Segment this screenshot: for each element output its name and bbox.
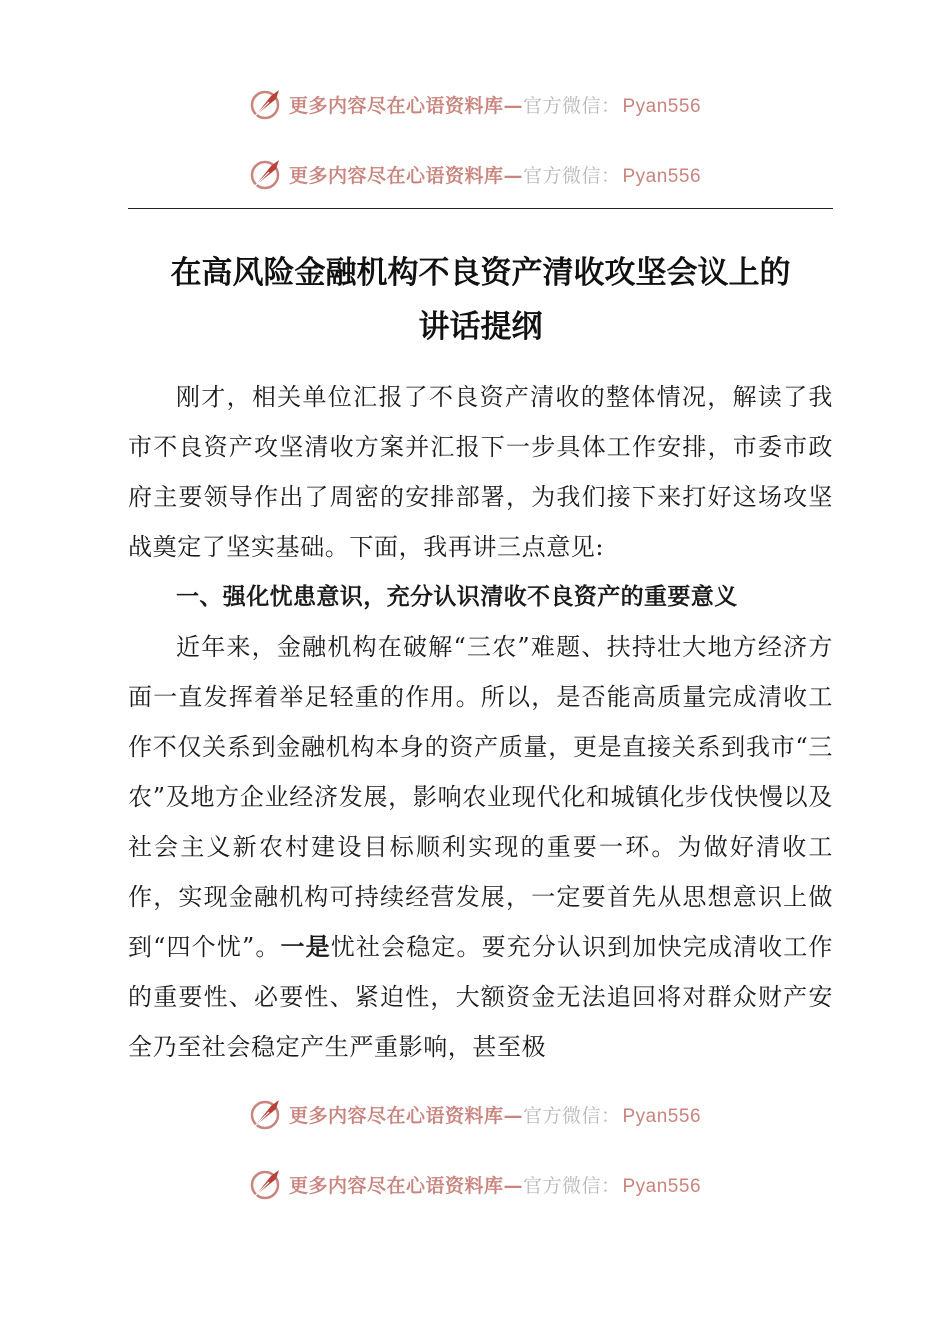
section-heading-1: 一、强化忧患意识，充分认识清收不良资产的重要意义 [176, 584, 738, 610]
watermark-brand-text: 更多内容尽在心语资料库— [288, 1104, 523, 1127]
page-title [118, 246, 843, 354]
watermark-banner [0, 1094, 950, 1134]
title-line-1: 在高风险金融机构不良资产清收攻坚会议上的 [170, 255, 791, 291]
watermark-wechat-label: 官方微信： [522, 1174, 621, 1197]
watermark-wechat-id: Pyan556 [622, 1105, 702, 1127]
watermark-wechat-id: Pyan556 [622, 95, 702, 117]
watermark-banner [0, 1164, 950, 1204]
paragraph-section-1 [128, 622, 833, 1072]
watermark-brand-text: 更多内容尽在心语资料库— [288, 1174, 523, 1197]
quill-pen-circle-icon [249, 156, 285, 192]
watermark-brand-text: 更多内容尽在心语资料库— [288, 164, 523, 187]
watermark-wechat-id: Pyan556 [622, 165, 702, 187]
paragraph-text-continued: 忧社会稳定。要充分认识到加快完成清收工作的重要性、必要性、紧迫性，大额资金无法追回将对群众财产安全乃至社会稳定产生严重影响，甚至极 [128, 933, 834, 1061]
header-divider [128, 208, 833, 209]
quill-pen-circle-icon [249, 1166, 285, 1202]
paragraph-text: 近年来，金融机构在破解“三农”难题、扶持壮大地方经济方面一直发挥着举足轻重的作用。所以，是否能高质量完成清收工作不仅关系到金融机构本身的资产质量，更是直接关系到我市“三农”及地方企业经济发展，影响农业现代化和城镇化步伐快慢以及社会主义新农村建设目标顺利实现的重要一环。为做好清收工作，实现金融机构可持续经营发展，一定要首先从思想意识上做到“四个忧”。 [128, 633, 833, 961]
paragraph-intro: 刚才，相关单位汇报了不良资产清收的整体情况，解读了我市不良资产攻坚清收方案并汇报下一步具体工作安排，市委市政府主要领导作出了周密的安排部署，为我们接下来打好这场攻坚战奠定了坚实基础。下面，我再讲三点意见: [128, 383, 833, 561]
watermark-banner [0, 84, 950, 124]
quill-pen-circle-icon [249, 86, 285, 122]
quill-pen-circle-icon [249, 1096, 285, 1132]
watermark-wechat-label: 官方微信： [522, 1104, 621, 1127]
title-line-2: 讲话提纲 [418, 309, 543, 345]
watermark-wechat-label: 官方微信： [522, 164, 621, 187]
bold-lead-text: 一是 [280, 933, 331, 961]
watermark-brand-text: 更多内容尽在心语资料库— [288, 94, 523, 117]
watermark-wechat-label: 官方微信： [522, 94, 621, 117]
watermark-wechat-id: Pyan556 [622, 1175, 702, 1197]
watermark-banner [0, 154, 950, 194]
document-body [128, 372, 833, 1072]
